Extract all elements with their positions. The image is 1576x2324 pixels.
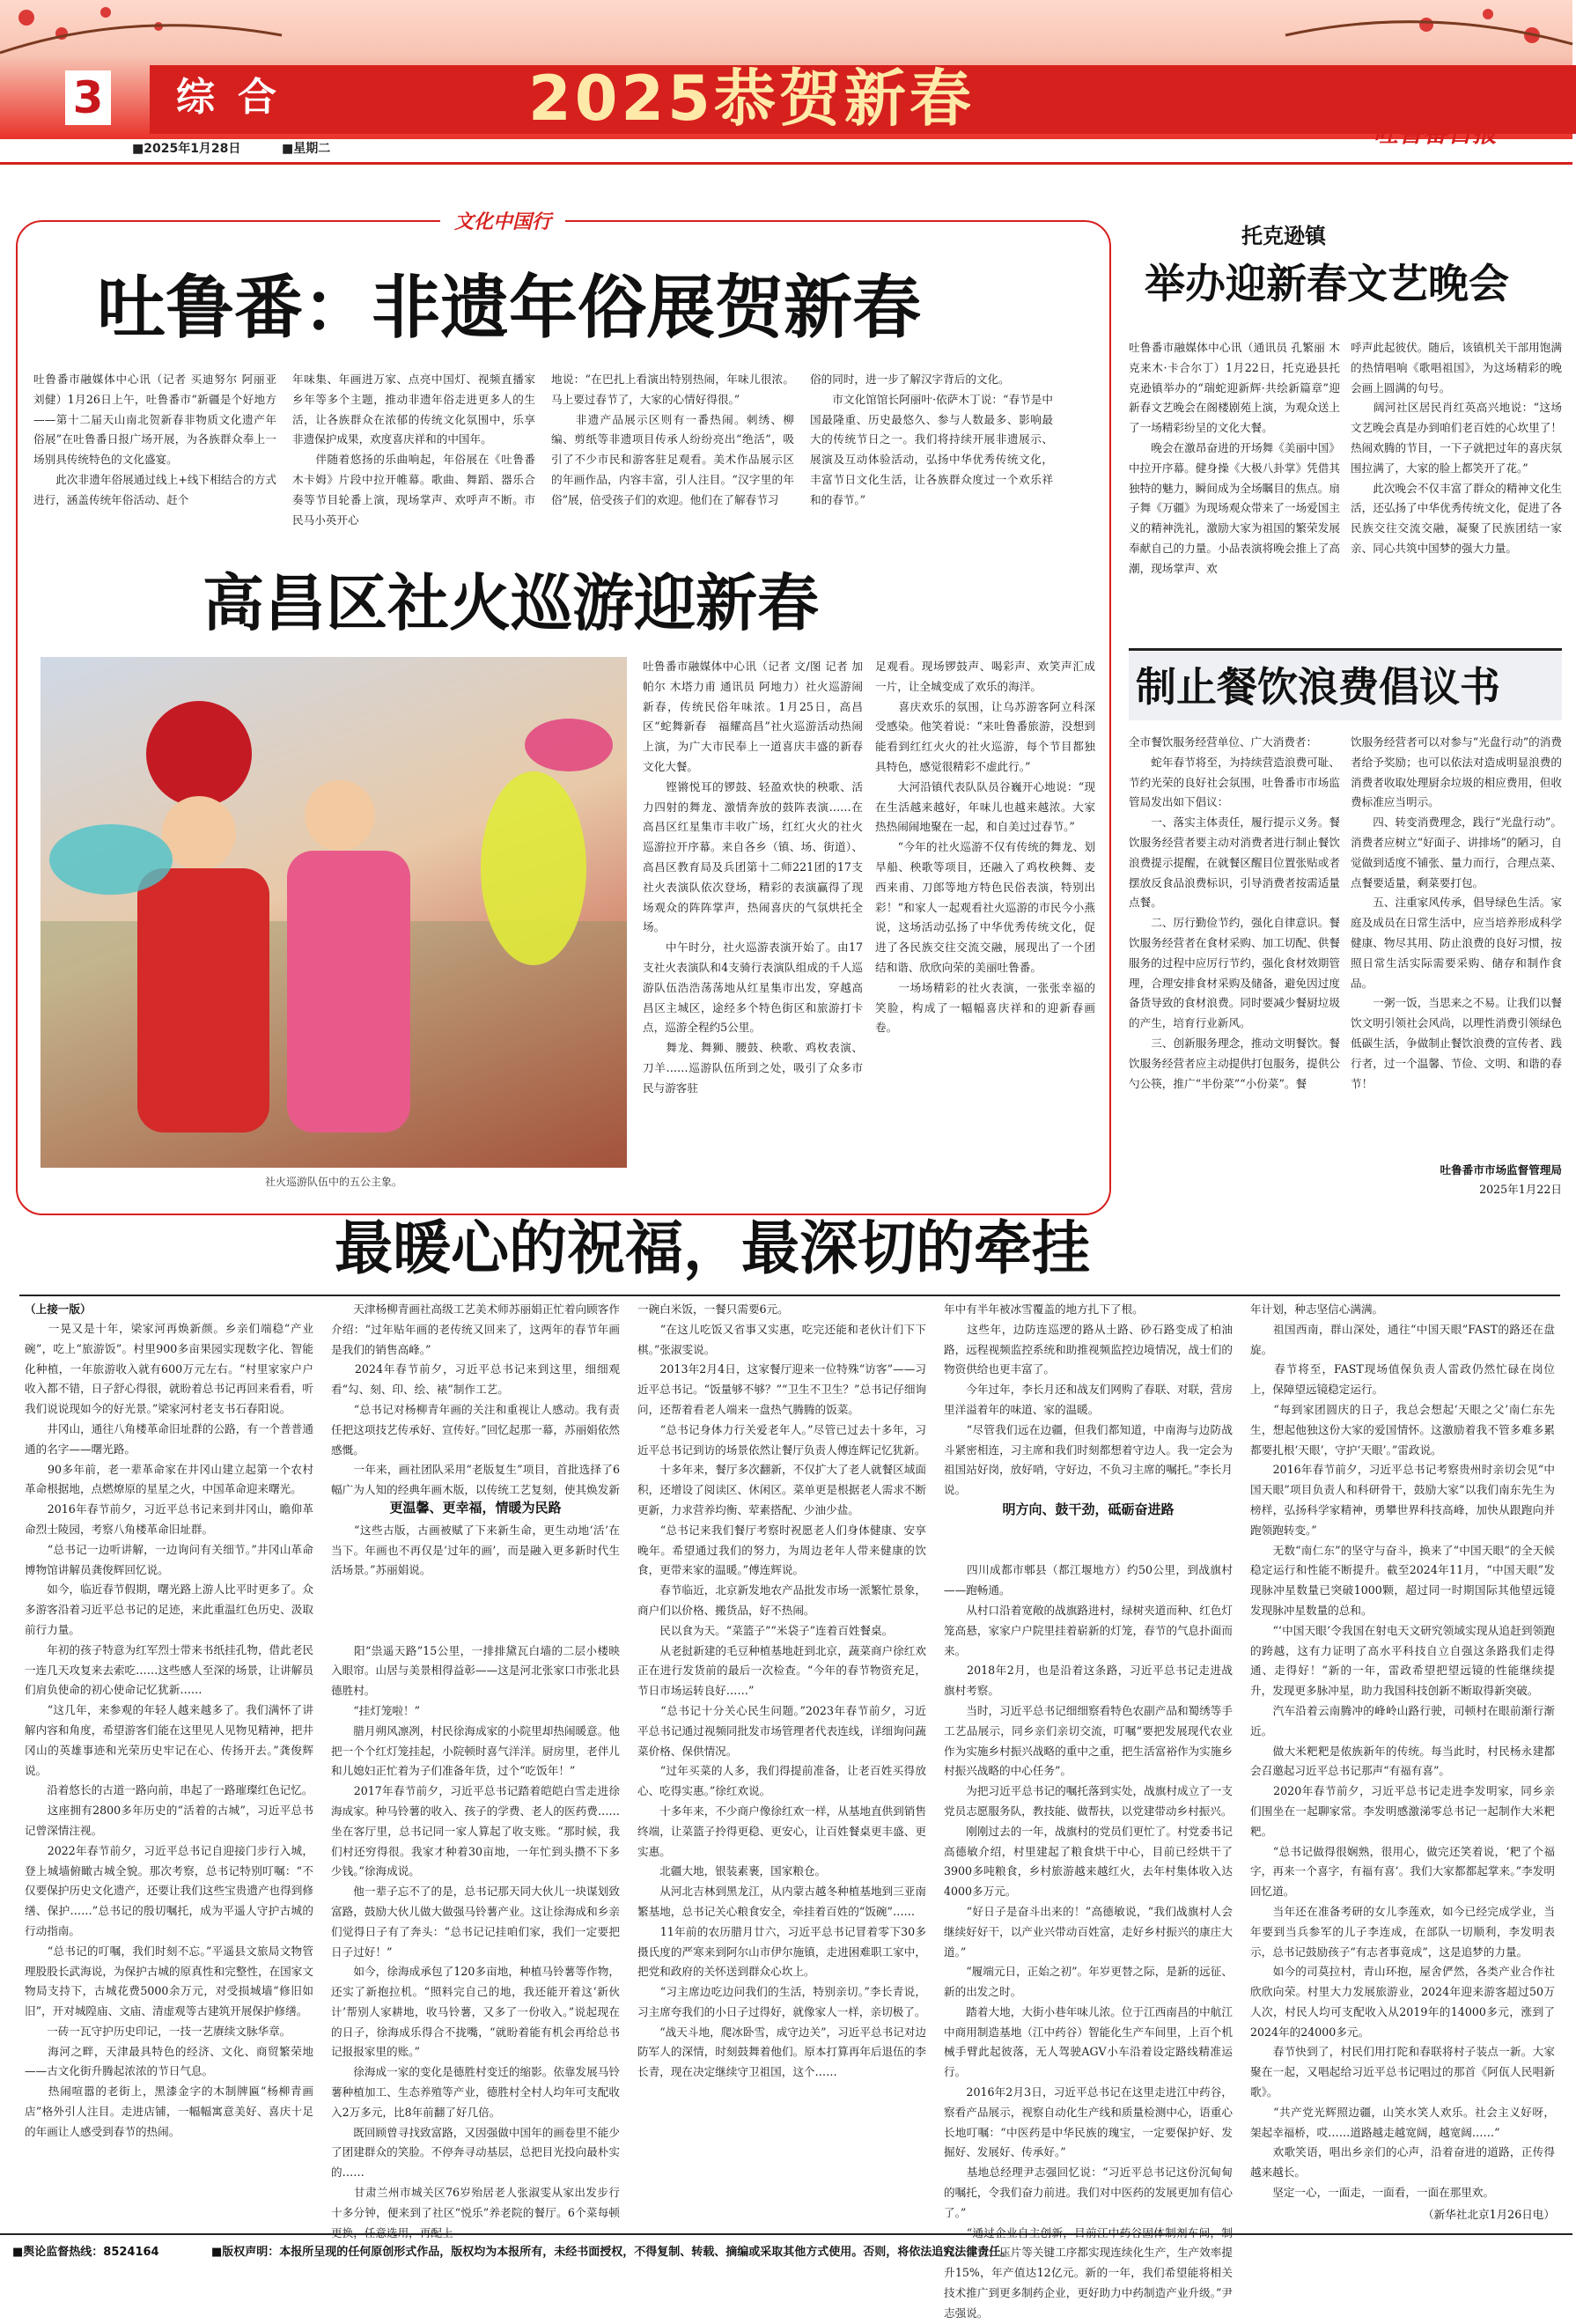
- column-logo: 文化中国行: [440, 208, 565, 236]
- feature-col-2: 年味集、年画进万家、点亮中国灯、视频直播家乡年等多个主题，推动非遗年俗走进更多人的生活，让各族群众在浓郁的传统文化氛围中，乐享非遗保护成果，欢度喜庆祥和的中国年。 伴随着悠扬的乐曲响起，年俗展在《吐鲁番木卡姆》片段中拉开帷幕。歌曲、舞蹈、器乐合奏等节目轮番上演，现场掌声、欢呼声不断。市民马小英开心: [292, 373, 535, 527]
- photo-caption: 社火巡游队伍中的五公主象。: [264, 1176, 402, 1188]
- main-col-1: 一晃又是十年，梁家河再焕新颜。乡亲们端稳“产业碗”，吃上“旅游饭”。村里900多亩果园实现数字化、智能化种植，一年旅游收入就有600万元左右。“村里家家户户收入都不错，日子舒心得很，就盼着总书记再回来看看，听我们说说现如今的好光景。”梁家河村老支书石春阳说。 井冈山，通往八角楼革命旧址群的公路，有一个普普通通的名字——曙光路。 90多年前，老一辈革命家在井冈山建立起第一个农村革命根据地，点燃燎原的星星之火，中国革命迎来曙光。 2016年春节前夕，习近平总书记来到井冈山，瞻仰革命烈士陵园，考察八角楼革命旧址群。 “总书记一边听讲解，一边询问有关细节。”井冈山革命博物馆讲解员龚俊辉回忆说。 如今，临近春节假期，曙光路上游人比平时更多了。众多游客沿着习近平总书记的足迹，来此重温红色历史、汲取前行力量。 年初的孩子特意为红军烈士带来书纸挂孔物，借此老民一连几天攻复来去索吃……这些感人至深的场景，让讲解员们肩负使命的初心使命记忆犹新…… “这几年，来参观的年轻人越来越多了。我们满怀了讲解内容和角度，希望游客们能在这里见人见物见精神，把井冈山的英雄事迹和光荣历史牢记在心、传扬开去。”龚俊辉说。 沿着悠长的古道一路向前，串起了一路璀璨红色记忆。 这座拥有2800多年历史的“活着的古城”，习近平总书记曾深情注视。 2022年春节前夕，习近平总书记自迎接门步行入城，登上城墙俯瞰古城全貌。那次考察，总书记特别叮嘱：“不仅要保护历史文化遗产，还要让我们这些宝贵遗产也得到修缮、保护……”总书记的殷切嘱托，成为平遥人守护古城的行动指南。 “总书记的叮嘱，我们时刻不忘。”平遥县文旅局文物管理股股长武海说，为保护古城的原真性和完整性，在国家文物局支持下，古城花费5000余万元，对受损城墙“修旧如旧”，开对城隍庙、文庙、清虚观等古建筑开展保护修缮。 一砖一瓦守护历史印记，一技一艺赓续文脉华章。 海河之畔，天津最具特色的经济、文化、商贸繁荣地——古文化街升腾起浓浓的节日气息。 热闹喧嚣的老街上，黑漆金字的木制牌匾“杨柳青画店”格外引人注目。走进店铺，一幅幅寓意美好、喜庆十足的年画让人感受到春节的热闹。: [25, 1322, 313, 2138]
- main-col-2: 天津杨柳青画社高级工艺美术师苏丽娟正忙着向顾客作介绍：“过年贴年画的老传统又回来了，这两年的春节年画是我们的销售高峰。” 2024年春节前夕，习近平总书记来到这里，细细观看“勾、刻、印、绘、裱”制作工艺。 “总书记对杨柳青年画的关注和重视让人感动。我有责任把这项技艺传承好、宣传好。”回忆起那一幕，苏丽娟依然感慨。 一年来，画社团队采用“老版复生”项目，首批选择了6幅广为人知的经典年画木版，以传统工艺复刻，使其焕发新 “这些古版，古画被赋了下来新生命，更生动地‘活’在当下。年画也不再仅是‘过年的画’，而是融入更多新时代生活场景。”苏丽娟说。 阳“祟遥天路”15公里，一排排黛瓦白墙的二层小楼映入眼帘。山居与美景相得益彰——这是河北张家口市张北县德胜村。 “挂灯笼啦！” 腊月朔风凛冽，村民徐海成家的小院里却热闹暖意。他把一个个红灯笼挂起，小院顿时喜气洋洋。厨房里，老伴儿和儿媳妇正忙着为子们准备年货，过个“吃饭年！” 2017年春节前夕，习近平总书记踏着皑皑白雪走进徐海成家。种马铃薯的收入、孩子的学费、老人的医药费……坐在客厅里，总书记同一家人算起了收支账。“那时候，我们村还穷得很。我家才种着30亩地，一年忙到头攒不下多少钱。”徐海成说。 他一辈子忘不了的是，总书记那天同大伙儿一块谋划致富路，鼓励大伙儿做大做强马铃薯产业。这让徐海成和乡亲们觉得日子有了奔头：“总书记记挂咱们家，我们一定要把日子过好！” 如今，徐海成承包了120多亩地，种植马铃薯等作物，还实了新抱拉机。“照料完自己的地，我还能开着这‘新伙计’帮别人家耕地，收马铃薯，又多了一份收入。”说起现在的日子，徐海成乐得合不拢嘴，“就盼着能有机会再给总书记报报家里的账。” 徐海成一家的变化是德胜村变迁的缩影。依靠发展马铃薯种植加工、生态养殖等产业，德胜村全村人均年可支配收入2万多元，比8年前翻了好几倍。 既回顾曾寻找致富路，又因强做中国年的画卷里不能少了团建群众的笑脸。不停奔寻动基层，总把目光投向最朴实的…… 甘肃兰州市城关区76岁殆居老人张淑雯从家出发步行十多分钟，便来到了社区“悦乐”养老院的餐厅。6个菜每顿: [331, 1302, 620, 2219]
- hotline: ■舆论监督热线：8524164: [12, 2246, 159, 2259]
- feature-col-4: 俗的同时，进一步了解汉字背后的文化。 市文化馆馆长阿丽叶·依萨木丁说：“春节是中国最隆重、历史最悠久、参与人数最多、影响最大的传统节日之一。我们将持续开展非遗展示、展演及互动体验活动，弘扬中华优秀传统文化，丰富节日文化生活，让各族群众度过一个欢乐祥和的春节。”: [810, 373, 1053, 506]
- feature-headline: 吐鲁番：非遗年俗展贺新春: [97, 269, 922, 348]
- header-rule: [0, 162, 1572, 165]
- initiative-headline: 制止餐饮浪费倡议书: [1136, 663, 1500, 711]
- footer-rule: [0, 2233, 1572, 2235]
- main-col-5: 年计划，种志坚信心满满。 祖国西南，群山深处，通往“中国天眼”FAST的路还在盘旋。 春节将至，FAST现场值保负责人雷政仍然忙碌在岗位上，保障望远镜稳定运行。 “每到家团圆庆的日子，我总会想起‘天眼之父’南仁东先生，想起他独这份大家的爱国情怀。这激励着我不管多难多累都要扎根‘天眼’，守护‘天眼’。”雷政说。 2016年春节前夕，习近平总书记考察贵州时亲切会见“中国天眼”项目负责人和科研骨干，鼓励大家“以我们南东先生为榜样，弘扬科学家精神，勇攀世界科技高峰，加快从跟跑向并跑领跑转变。” 无数“南仁东”的坚守与奋斗，换来了“中国天眼”的全天候稳定运行和性能不断提升。截至2024年11月，“中国天眼”发现脉冲星数量已突破1000颗，超过同一时期国际其他望远镜发现脉冲星数量的总和。 “‘中国天眼’令我国在射电天文研究领域实现从追赶到领跑的跨越，这有力证明了高水平科技自立自强这条路我们走得通、走得好！”新的一年，雷政希望把望远镜的性能继续提升，发现更多脉冲星，助力我国科技创新不断取得新突破。 汽车沿着云南腾冲的峰岭山路行驶，司顿村在眼前渐行渐近。 做大米粑粑是侬族新年的传统。每当此时，村民杨永建都会召邀起习近平总书记那声“有福有喜”。 2020年春节前夕，习近平总书记走进李发明家，同乡亲们围坐在一起聊家常。李发明感激涕零总书记一起制作大米粑粑。 “总书记做得很娴熟，很用心，做完还笑着说，‘粑了个福字，再来一个喜字，有福有喜’。我们大家都都起掌来。”李发明回忆道。 当年还在准备考研的女儿李莲欢，如今已经完成学业，当年要到当兵参军的儿子李连成，在部队一切顺利，李发明表示，总书记鼓励孩子“有志者事竟成”，这是追梦的力量。 如今的司莫拉村，青山环抱，屋舍俨然，各类产业合作社欣欣向荣。村里大力发展旅游业，2024年迎来游客超过50万人次，村民人均可支配收入从2019年的14000多元，涨到了2024年的24000多元。 春节快到了，村民们用打陀和春联将村子装点一新。大家聚在一起，又唱起给习近平总书记唱过的那首《阿佤人民唱新歌》。 “共产党光辉照边疆，山笑水笑人欢乐。社会主义好呀，架起幸福桥，哎……道路越走越宽阔，越宽阔……” 欢歌笑语，唱出乡亲们的心声，沿着奋进的道路，正传得越来越长。 坚定一心，一面走，一面看，一面在那里欢。: [1250, 1302, 1555, 2200]
- main-top-rule: [19, 1295, 1560, 1296]
- initiative-signature: 吐鲁番市市场监督管理局: [1440, 1163, 1562, 1177]
- gaochang-headline: 高昌区社火巡游迎新春: [203, 567, 819, 639]
- masthead: [0, 0, 1572, 139]
- initiative-top-rule: [1129, 648, 1562, 651]
- main-col-4: 年中有半年被冰雪覆盖的地方扎下了根。 这些年，边防连巡逻的路从土路、砂石路变成了柏油路，远程视频监控系统和助推视频监控边境情况，战士们的物资供给也更丰富了。 今年过年，李长月还和战友们网购了春联、对联，营房里洋溢着年的味道、家的温暖。 “尽管我们远在边疆，但我们都知道，中南海与边防战斗紧密相连，习主席和我们时刻都想着守边人。我一定会为祖国站好岗，放好哨，守好边，不负习主席的嘱托。”李长月说。 四川成都市郫县（都江堰地方）约50公里，到战旗村——跑畅通。 从村口沿着宽敞的战旗路进村，绿树夹道而种、红色灯笼高悬，家家户户院里挂着崭新的灯笼，春节的气息扑面而来。 2018年2月，也是沿着这条路，习近平总书记走进战旗村考察。 当时，习近平总书记细细察看特色农副产品和蜀绣等手工艺品展示，同乡亲们亲切交流，叮嘱“要把发展现代农业作为实施乡村振兴战略的重中之重，把生活富裕作为实施乡村振兴战略的中心任务”。 为把习近平总书记的嘱托落到实处，战旗村成立了一支党员志愿服务队，教技能、做帮扶，以党建带动乡村振兴。 刚刚过去的一年，战旗村的党员们更忙了。村党委书记高德敏介绍，村里建起了粮食烘干中心，目前已经烘干了3900多吨粮食，乡村旅游越来越红火，去年村集体收入达4000多万元。 “好日子是奋斗出来的！”高德敏说，“我们战旗村人会继续好好干，以产业兴带动百姓富，走好乡村振兴的康庄大道。” “履端元日，正始之初”。年岁更替之际，是新的远征、新的出发之时。 踏着大地，大街小巷年味儿浓。位于江西南昌的中航江中商用制造基地（江中药谷）智能化生产车间里，上百个机械手臂此起彼落，无人驾驶AGV小车沿着设定路线精准运行。 2016年2月3日，习近平总书记在这里走进江中药谷，察看产品展示，视察自动化生产线和质量检测中心，语重心长地叮嘱：“中医药是中华民族的瑰宝，一定要保护好、发掘好、发展好、传承好。” 基地总经理尹志强回忆说：“习近平总书记这份沉甸甸的嘱托，令我们奋力前进。我们对中医药的发展更加有信心了。” 粒、混合、压片等关键工序都实现连续化生产，生产效率提升15%，年产值达12亿元。新的一年，我们希望能将相关技术推广到更多制药企业，更好助力中药制造产业升级。”尹志强说。: [944, 1302, 1233, 2320]
- initiative-date: 2025年1月22日: [1479, 1183, 1562, 1196]
- page-banner: 2025恭贺新春: [528, 63, 975, 135]
- tks-col-2: 呼声此起彼伏。随后，该镇机关干部用饱满的热情唱响《歌唱祖国》，为这场精彩的晚会画上圆满的句号。 阔河社区居民肖红英高兴地说：“这场文艺晚会真是办到咱们老百姓的心坎里了！热闹欢腾的节目，一下子就把过年的喜庆氛围拉满了，大家的脸上都笑开了花。” 此次晚会不仅丰富了群众的精神文化生活，还弘扬了中华优秀传统文化，促进了各民族交往交流交融，凝聚了民族团结一家亲、同心共筑中国梦的强大力量。: [1351, 341, 1562, 555]
- tks-kicker: 托克逊镇: [1241, 224, 1326, 248]
- main-byline: （新华社北京1月26日电）: [1423, 2208, 1555, 2221]
- plum-blossom-decoration: [0, 0, 1572, 70]
- main-headline: 最暖心的祝福，最深切的牵挂: [335, 1214, 1090, 1282]
- issue-weekday: ■星期二: [282, 142, 331, 156]
- page-number: 3: [65, 70, 111, 125]
- feature-col-3: 地说：“在巴扎上看演出特别热闹，年味儿很浓。马上要过春节了，大家的心情好得很。” 非遗产品展示区则有一番热闹。刺绣、柳编、剪纸等非遗项目传承人纷纷亮出“绝活”，吸引了不少市民和游客驻足观看。美术作品展示区的年画作品，内容丰富，引人注目。“汉字里的年俗”展，倍受孩子们的欢迎。他们在了解春节习: [551, 373, 794, 506]
- main-col-3: 一碗白米饭，一餐只需要6元。 “在这儿吃饭又省事又实惠，吃完还能和老伙计们下下棋。”张淑雯说。 2013年2月4日，这家餐厅迎来一位特殊“访客”——习近平总书记。“饭量够不够？”“卫生不卫生？”总书记仔细询问，还帮着看老人端来一盘热气腾腾的饭菜。 “总书记身体力行关爱老年人。”尽管已过去十多年，习近平总书记到访的场景依然让餐厅负责人傅连辉记忆犹新。 十多年来，餐厅多次翻新，不仅扩大了老人就餐区域面积，还增设了阅读区、休闲区。菜单更是根据老人需求不断更新，力求营养均衡、荤素搭配、少油少盐。 “总书记来我们餐厅考察时祝愿老人们身体健康、安享晚年。希望通过我们的努力，为周边老年人带来健康的饮食，更带来家的温暖。”傅连辉说。 春节临近，北京新发地农产品批发市场一派繁忙景象，商户们以价格、搬货品，好不热闹。 民以食为天。“菜篮子”“米袋子”连着百姓餐桌。 从老挝新建的毛豆种植基地赶到北京，蔬菜商户徐红欢正在进行发货前的最后一次检查。“今年的春节物资充足，节日市场运转良好……” “总书记十分关心民生问题。”2023年春节前夕，习近平总书记通过视频同批发市场管理者代表连线，详细询问蔬菜价格、保供情况。 “过年买菜的人多，我们得提前准备，让老百姓买得放心、吃得实惠。”徐红欢说。 十多年来，不少商户像徐红欢一样，从基地直供到销售终端，让菜篮子拎得更稳、更安心，让百姓餐桌更丰盛、更实惠。 北疆大地，银装素裹，国家粮仓。 从河北吉林到黑龙江，从内蒙古越冬种植基地到三亚南繁基地，总书记关心粮食安全，牵挂着百姓的“饭碗”…… 11年前的农历腊月廿六，习近平总书记冒着零下30多摄氏度的严寒来到阿尔山市伊尔施镇，走进困难职工家中，把党和政府的关怀送到群众心坎上。 “习主席边吃边问我们的生活，特别亲切。”李长青说，习主席夸我们的小日子过得好，就像家人一样，亲切极了。 “战天斗地，爬冰卧雪，成守边关”，习近平总书记对边防军人的深情，时刻鼓舞着他们。原本打算再年后退伍的李长青，现在决定继续守卫祖国，这个……: [637, 1302, 927, 2079]
- newspaper-brand: 吐鲁番日报: [1373, 119, 1498, 148]
- main-subhead-2: 明方向、鼓干劲，砥砺奋进路: [944, 1499, 1233, 1520]
- copyright-notice: ■版权声明：本报所呈现的任何原创形式作品，版权均为本报所有，未经书面授权，不得复制、转载、摘编或采取其他方式使用。否则，将依法追究法律责任。: [211, 2246, 1013, 2259]
- tks-col-1: 吐鲁番市融媒体中心讯（通讯员 孔繁丽 木克来木·卡合尔丁）1月22日，托克逊县托克逊镇举办的“瑞蛇迎新辉·共绘新篇章”迎新春文艺晚会在阁楼剧苑上演，为观众送上了一场精彩纷呈的文化大餐。 晚会在激昂奋进的开场舞《美丽中国》中拉开序幕。健身操《大极八卦掌》凭借其独特的魅力，瞬间成为全场瞩目的焦点。扇子舞《万疆》为现场观众带来了一场爱国主义的精神洗礼，激励大家为祖国的繁荣发展奉献自己的力量。小品表演将晚会推上了高潮，现场掌声、欢: [1129, 341, 1340, 575]
- initiative-col-1: 全市餐饮服务经营单位、广大消费者： 蛇年春节将至，为持续营造浪费可耻、节约光荣的良好社会氛围，吐鲁番市市场监管局发出如下倡议： 一、落实主体责任，履行提示义务。餐饮服务经营者要主动对消费者进行制止餐饮浪费提示提醒，在就餐区醒目位置张贴或者摆放反食品浪费标识，引导消费者按需适量点餐。 二、厉行勤俭节约，强化自律意识。餐饮服务经营者在食材采购、加工切配、供餐服务的过程中应厉行节约，强化食材效期管理，合理安排食材采购及储备，避免因过度备货导致的食材浪费。同时要减少餐厨垃圾的产生，培育行业新风。 三、创新服务理念，推动文明餐饮。餐饮服务经营者应主动提供打包服务，提供公勺公筷，推广“半份菜”“小份菜”。餐: [1129, 735, 1340, 1090]
- gaochang-col-1: 吐鲁番市融媒体中心讯（记者 文/图 记者 加帕尔 木塔力甫 通讯员 阿地力）社火巡游闹新春，传统民俗年味浓。1月25日，高昌区“蛇舞新春 福耀高昌”社火巡游活动热闹上演，为广大市民奉上一道喜庆丰盛的新春文化大餐。 铿锵悦耳的锣鼓、轻盈欢快的秧歌、活力四射的舞龙、激情奔放的鼓阵表演……在高昌区红星集市丰收广场，红红火火的社火巡游拉开序幕。来自各乡（镇、场、街道）、高昌区教育局及兵团第十二师221团的17支社火表演队依次登场，精彩的表演赢得了现场观众的阵阵掌声，热闹喜庆的气氛烘托全场。 中午时分，社火巡游表演开始了。由17支社火表演队和4支骑行表演队组成的千人巡游队伍浩浩荡荡地从红星集市出发，穿越高昌区主城区，途经多个特色街区和旅游打卡点，巡游全程约5公里。 舞龙、舞狮、腰鼓、秧歌、鸡枚表演、刀羊……巡游队伍所到之处，吸引了众多市民与游客驻: [643, 660, 863, 1095]
- gaochang-col-2: 足观看。现场锣鼓声、喝彩声、欢笑声汇成一片，让全城变成了欢乐的海洋。 喜庆欢乐的氛围，让乌苏游客阿立科深受感染。他笑着说：“来吐鲁番旅游，没想到能看到红红火火的社火巡游，每个节目都独具特色，感觉很精彩不虚此行。” 大河沿镇代表队队员谷巍开心地说：“现在生活越来越好，年味儿也越来越浓。大家热热闹闹地聚在一起，和自美过过春节。” “今年的社火巡游不仅有传统的舞龙、划旱船、秧歌等项目，还融入了鸡枚秧舞、麦西来甫、刀郎等地方特色民俗表演，特别出彩！”和家人一起观看社火巡游的市民今小燕说，这场活动弘扬了中华优秀传统文化，促进了各民族交往交流交融，展现出了一个团结和谐、欣欣向荣的美丽吐鲁番。 一场场精彩的社火表演，一张张幸福的笑脸，构成了一幅幅喜庆祥和的迎新春画卷。: [875, 660, 1095, 1035]
- tks-headline: 举办迎新春文艺晚会: [1145, 260, 1509, 307]
- parade-photo: [41, 657, 627, 1168]
- issue-date: ■2025年1月28日: [132, 142, 241, 156]
- main-subhead-1: 更温馨、更幸福，情暖为民路: [331, 1497, 620, 1518]
- feature-col-1: 吐鲁番市融媒体中心讯（记者 买迪努尔 阿丽亚 刘健）1月26日上午，吐鲁番市“新疆是个好地方——第十二届天山南北贺新春非物质文化遗产年俗展”在吐鲁番日报广场开展，为各族群众奉上一场别具传统特色的文化盛宴。 此次非遗年俗展通过线上+线下相结合的方式进行，涵盖传统年俗活动、赶个: [33, 373, 276, 506]
- continued-mark: （上接一版）: [25, 1302, 92, 1316]
- initiative-col-2: 饮服务经营者可以对参与“光盘行动”的消费者给予奖励；也可以依法对造成明显浪费的消费者收取处理厨余垃圾的相应费用，但收费标准应当明示。 四、转变消费理念，践行“光盘行动”。消费者应树立“好面子、讲排场”的陋习，自觉做到适度不铺张、量力而行，合理点菜、点餐要适量，剩菜要打包。 五、注重家风传承，倡导绿色生活。家庭及成员在日常生活中，应当培养形成科学健康、物尽其用、防止浪费的良好习惯，按照日常生活实际需要采购、储存和制作食品。 一粥一饭，当思来之不易。让我们以餐饮文明引领社会风尚，以理性消费引领绿色低碳生活，争做制止餐饮浪费的宣传者、践行者，过一个温馨、节俭、文明、和谐的春节！: [1351, 735, 1562, 1090]
- section-name: 综合: [176, 75, 299, 120]
